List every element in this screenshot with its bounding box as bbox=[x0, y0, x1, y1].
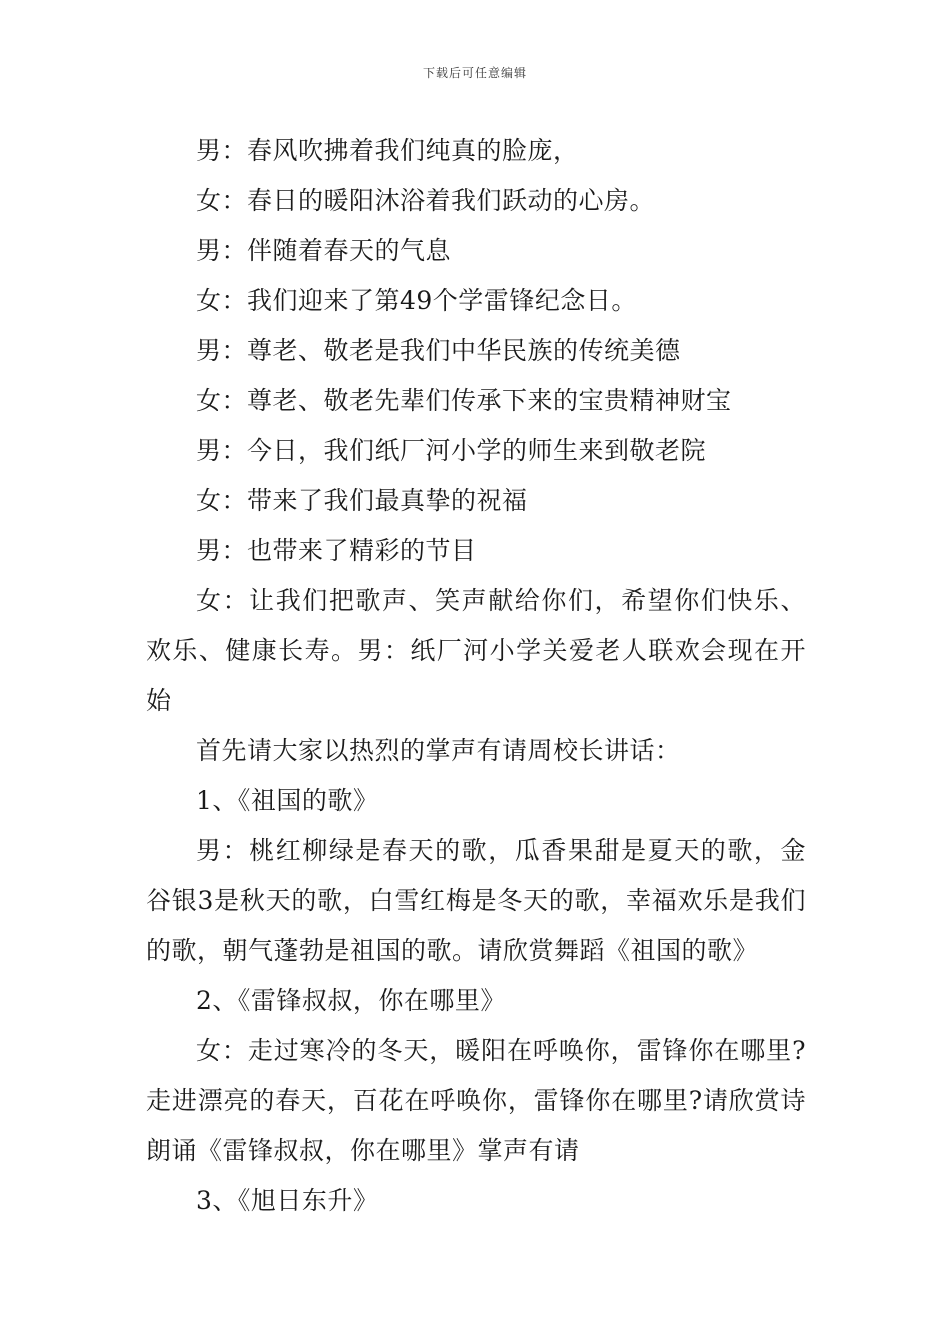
paragraph-15: 女：走过寒冷的冬天，暖阳在呼唤你，雷锋你在哪里?走进漂亮的春天，百花在呼唤你，雷锋你在哪里?请欣赏诗朗诵《雷锋叔叔，你在哪里》掌声有请 bbox=[146, 1036, 806, 1165]
document-body bbox=[146, 126, 806, 1226]
paragraph-9: 男：也带来了精彩的节目 bbox=[196, 536, 477, 565]
paragraph-4: 女：我们迎来了第49个学雷锋纪念日。 bbox=[196, 286, 637, 315]
paragraph-11: 首先请大家以热烈的掌声有请周校长讲话： bbox=[196, 736, 681, 765]
paragraph-8: 女：带来了我们最真挚的祝福 bbox=[196, 486, 528, 515]
paragraph-13: 男：桃红柳绿是春天的歌，瓜香果甜是夏天的歌，金谷银3是秋天的歌，白雪红梅是冬天的歌，幸福欢乐是我们的歌，朝气蓬勃是祖国的歌。请欣赏舞蹈《祖国的歌》 bbox=[146, 836, 806, 965]
section-heading-2: 2、《雷锋叔叔，你在哪里》 bbox=[196, 986, 506, 1015]
page-header-note: 下载后可任意编辑 bbox=[422, 66, 527, 80]
paragraph-7: 男：今日，我们纸厂河小学的师生来到敬老院 bbox=[196, 436, 707, 465]
paragraph-10: 女：让我们把歌声、笑声献给你们，希望你们快乐、欢乐、健康长寿。男：纸厂河小学关爱老人联欢会现在开始 bbox=[146, 586, 806, 715]
section-heading-1: 1、《祖国的歌》 bbox=[196, 786, 379, 815]
paragraph-6: 女：尊老、敬老先辈们传承下来的宝贵精神财宝 bbox=[196, 386, 732, 415]
paragraph-3: 男：伴随着春天的气息 bbox=[196, 236, 452, 265]
paragraph-2: 女：春日的暖阳沐浴着我们跃动的心房。 bbox=[196, 186, 656, 215]
paragraph-1: 男：春风吹拂着我们纯真的脸庞， bbox=[196, 136, 579, 165]
section-heading-3: 3、《旭日东升》 bbox=[196, 1186, 379, 1215]
paragraph-5: 男：尊老、敬老是我们中华民族的传统美德 bbox=[196, 336, 681, 365]
